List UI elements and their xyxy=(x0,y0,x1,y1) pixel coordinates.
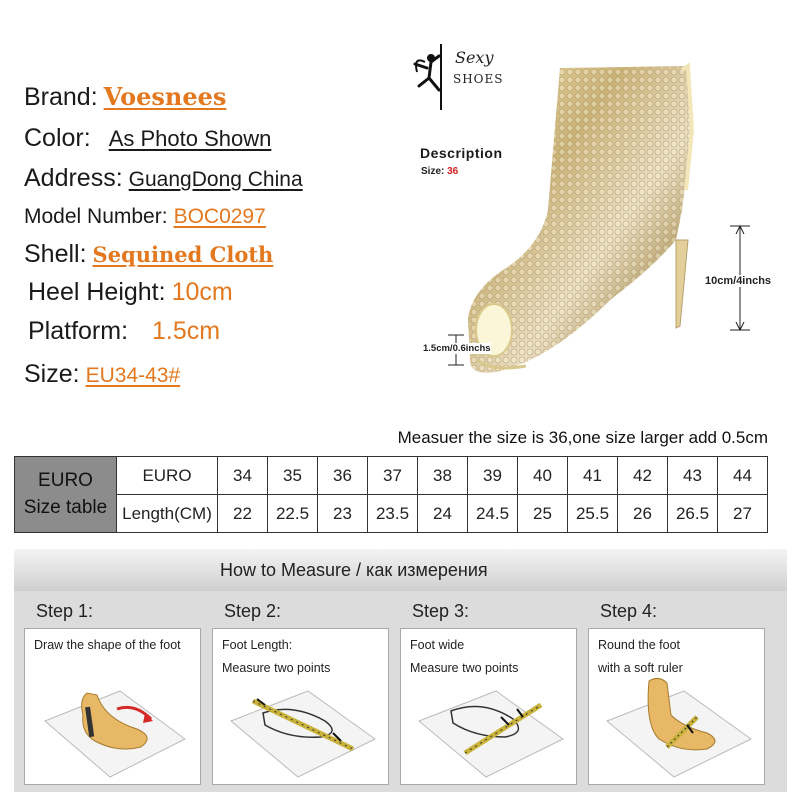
spec-brand xyxy=(24,82,226,112)
spec-color-label: Color: xyxy=(24,124,91,152)
logo-script-text: Sexy xyxy=(455,48,494,67)
spec-model xyxy=(24,205,266,229)
spec-color xyxy=(24,124,271,153)
euro-cell: 40 xyxy=(518,457,568,495)
step-4-card xyxy=(588,628,765,785)
length-cell: 24.5 xyxy=(468,495,518,533)
spec-brand-label: Brand: xyxy=(24,83,98,111)
spec-model-label: Model Number: xyxy=(24,205,168,228)
step-3-line1: Foot wide xyxy=(410,638,465,652)
spec-heel-height-label: Heel Height: xyxy=(28,278,166,306)
heel-height-dimension: 10cm/4inchs xyxy=(705,275,772,287)
size-table-header xyxy=(15,457,117,533)
euro-cell: 39 xyxy=(468,457,518,495)
spec-size-label: Size: xyxy=(24,360,80,388)
euro-cell: 34 xyxy=(218,457,268,495)
description-size-value: 36 xyxy=(447,166,459,177)
step-4-title: Step 4: xyxy=(600,601,658,621)
step-3-title: Step 3: xyxy=(412,601,470,621)
step-4-line2: with a soft ruler xyxy=(598,661,683,675)
step-3-card xyxy=(400,628,577,785)
spec-shell xyxy=(24,240,273,269)
foot-width-ruler-icon xyxy=(401,629,576,784)
spec-size-value: EU34-43# xyxy=(85,364,181,387)
shoe-product-image xyxy=(430,60,730,390)
spec-platform xyxy=(28,317,220,346)
step-2-line2: Measure two points xyxy=(222,661,331,675)
length-cell: 22 xyxy=(218,495,268,533)
length-cell: 27 xyxy=(718,495,768,533)
step-2-title: Step 2: xyxy=(224,601,282,621)
spec-model-value: BOC0297 xyxy=(173,205,266,228)
spec-heel-height-value: 10cm xyxy=(171,278,233,306)
step-1-title: Step 1: xyxy=(36,601,94,621)
length-cell: 22.5 xyxy=(268,495,318,533)
euro-cell: 43 xyxy=(668,457,718,495)
euro-cell: 42 xyxy=(618,457,668,495)
length-cell: 23 xyxy=(318,495,368,533)
spec-platform-value: 1.5cm xyxy=(152,317,221,345)
euro-cell: 44 xyxy=(718,457,768,495)
size-row-euro xyxy=(15,457,768,495)
size-table-header-line2: Size table xyxy=(23,496,108,518)
size-row-length-label: Length(CM) xyxy=(117,495,218,533)
spec-platform-label: Platform: xyxy=(28,317,129,345)
spec-heel-height xyxy=(28,278,233,307)
euro-cell: 35 xyxy=(268,457,318,495)
euro-cell: 41 xyxy=(568,457,618,495)
how-to-measure-header xyxy=(14,549,787,591)
length-cell: 25 xyxy=(518,495,568,533)
how-to-measure-title: How to Measure / как измерения xyxy=(220,560,488,580)
spec-address-value: GuangDong China xyxy=(128,168,303,191)
size-table-header-line1: EURO xyxy=(38,469,93,491)
foot-circumference-icon xyxy=(589,629,764,784)
spec-address-label: Address: xyxy=(24,164,123,192)
length-cell: 24 xyxy=(418,495,468,533)
spec-brand-value: Voesnees xyxy=(103,82,227,111)
foot-length-ruler-icon xyxy=(213,629,388,784)
description-title: Description xyxy=(420,145,503,161)
size-table xyxy=(14,456,768,533)
step-3-line2: Measure two points xyxy=(410,661,519,675)
length-cell: 25.5 xyxy=(568,495,618,533)
foot-tracing-icon xyxy=(25,629,200,784)
description-size-label: Size: xyxy=(421,166,445,177)
spec-color-value: As Photo Shown xyxy=(108,126,272,151)
length-cell: 26 xyxy=(618,495,668,533)
length-cell: 23.5 xyxy=(368,495,418,533)
logo-word-text: SHOES xyxy=(453,72,504,86)
step-2-line1: Foot Length: xyxy=(222,638,293,652)
length-cell: 26.5 xyxy=(668,495,718,533)
step-4-line1: Round the foot xyxy=(598,638,681,652)
step-1-card xyxy=(24,628,201,785)
step-2-card xyxy=(212,628,389,785)
spec-shell-label: Shell: xyxy=(24,240,87,268)
spec-shell-value: Sequined Cloth xyxy=(92,242,274,267)
euro-cell: 36 xyxy=(318,457,368,495)
platform-height-dimension: 1.5cm/0.6inchs xyxy=(423,343,491,354)
size-note: Measuer the size is 36,one size larger add 0.5cm xyxy=(397,428,768,447)
euro-cell: 37 xyxy=(368,457,418,495)
euro-cell: 38 xyxy=(418,457,468,495)
step-1-line1: Draw the shape of the foot xyxy=(34,638,181,652)
spec-address xyxy=(24,164,303,193)
spec-size xyxy=(24,360,180,389)
size-row-euro-label: EURO xyxy=(117,457,218,495)
size-row-length xyxy=(15,495,768,533)
